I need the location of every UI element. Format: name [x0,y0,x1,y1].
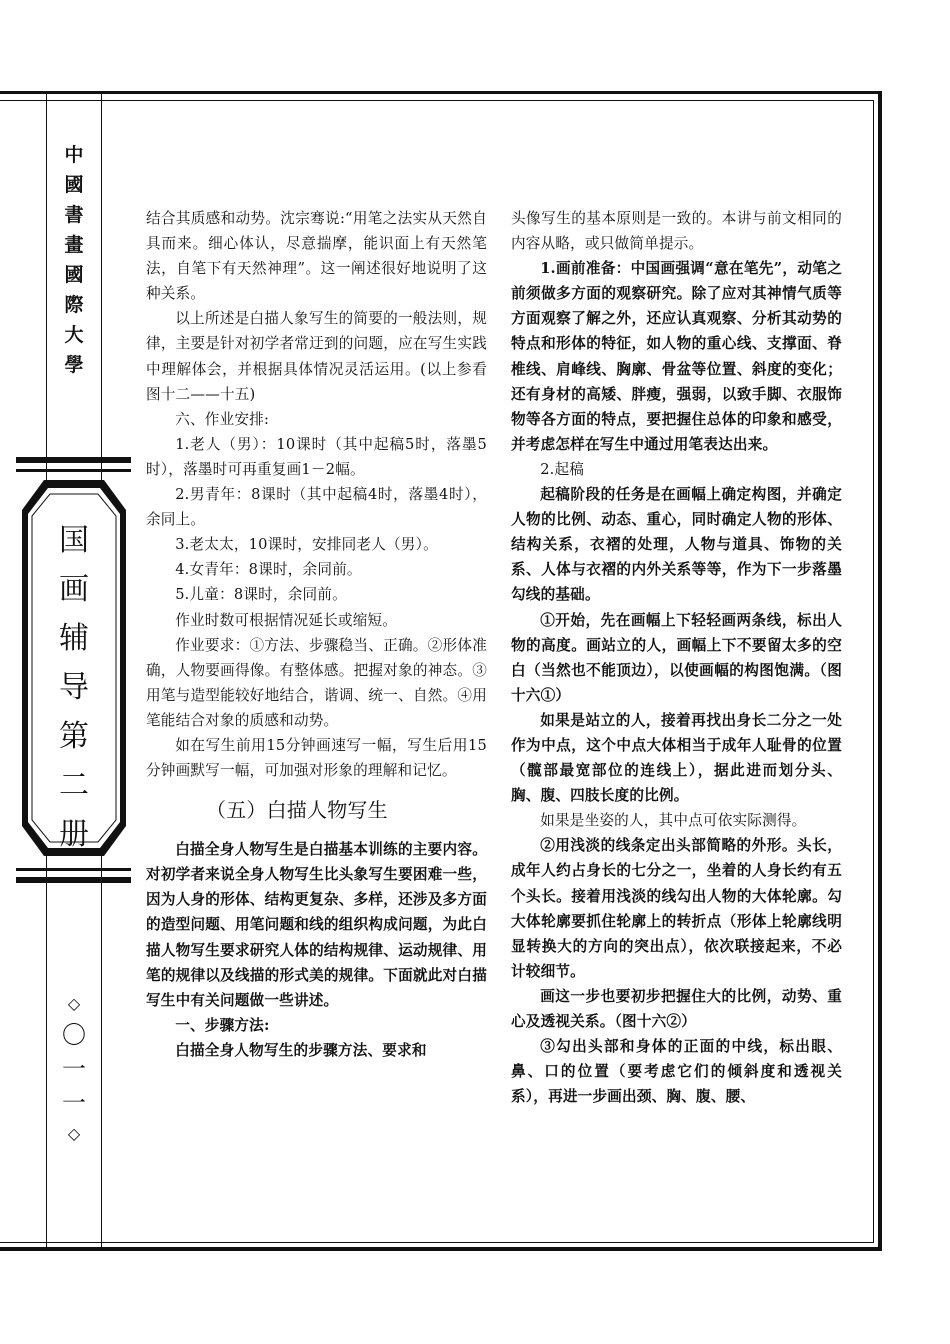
book-title-char: 画 [59,572,89,607]
page-number [52,990,96,1148]
paragraph: 2.男青年：8课时（其中起稿4时，落墨4时），余同上。 [146,486,487,529]
paragraph: 1.画前准备：中国画强调“意在笔先”，动笔之前须做多方面的观察研究。除了应对其神情气质等方面观察了解之外，还应认真观察、分析其动势的特点和形体的特征，如人物的重心线、支撑面、脊椎线、肩峰线、胸廓、骨盆等位置、斜度的变化；还有身材的高矮、胖瘦，强弱，以致手脚、衣服饰物等各方面的特点，要把握住总体的印象和感受，并考虑怎样在写生中通过用笔表达出来。 [511,260,842,453]
page-number-char: 一 [62,1089,86,1117]
text-column-right [511,206,842,1109]
uni-char: 際 [64,294,84,316]
paragraph: 起稿阶段的任务是在画幅上确定构图，并确定人物的比例、动态、重心，同时确定人物的形体、结构关系，衣褶的处理，人物与道具、饰物的关系、人体与衣褶的内外关系等等，作为下一步落墨勾线的基础。 [511,486,842,604]
text-column-left [146,206,487,1063]
paragraph: ③勾出头部和身体的正面的中线，标出眼、鼻、口的位置（要考虑它们的倾斜度和透视关系），再进一步画出颈、胸、腹、腰、 [511,1038,842,1106]
paragraph: 头像写生的基本原则是一致的。本讲与前文相同的内容从略，或只做简单提示。 [511,210,842,253]
paragraph: 如果是站立的人，接着再找出身长二分之一处作为中点，这个中点大体相当于成年人耻骨的位置（髋部最宽部位的连线上），据此进而划分头、胸、腹、四肢长度的比例。 [511,711,842,805]
book-title-char: 国 [59,523,89,558]
paragraph: 以上所述是白描人象写生的简要的一般法则，规律，主要是针对初学者常迂到的问题，应在写生实践中理解体会，并根据具体情况灵活运用。(以上参看图十二——十五) [146,310,487,403]
book-title-char: 导 [59,670,89,705]
uni-char: 大 [64,324,84,346]
paragraph: 如在写生前用15分钟画速写一幅，写生后用15分钟画默写一幅，可加强对形象的理解和记忆。 [146,736,487,780]
paragraph: 结合其质感和动势。沈宗骞说:“用笔之法实从天然自具而来。细心体认，尽意揣摩，能识面上有天然笔法，自笔下有天然神理”。这一阐述很好地说明了这种关系。 [146,210,487,303]
uni-char: 學 [64,354,84,376]
uni-char: 中 [64,144,84,166]
paragraph: 白描全身人物写生是白描基本训练的主要内容。对初学者来说全身人物写生比头象写生要困难一些，因为人身的形体、结构更复杂、多样，还涉及多方面的造型问题、用笔问题和线的组织构成问题，为此白描人物写生要求研究人体的结构规律、运动规律、用笔的规律以及线描的形式美的规律。下面就此对白描写生中有关问题做一些讲述。 [146,841,487,1009]
spine-band-top-1 [16,457,131,463]
paragraph: 如果是坐姿的人，其中点可依实际测得。 [540,812,807,830]
paragraph: 3.老太太，10课时，安排同老人（男）。 [175,536,438,554]
uni-char: 書 [64,204,84,226]
paragraph: 5.儿童：8课时，余同前。 [175,586,347,604]
paragraph: 六、作业安排: [175,410,270,428]
paragraph: 作业时数可根据情况延长或缩短。 [175,611,398,629]
paragraph: ②用浅淡的线条定出头部简略的外形。头长，成年人约占身长的七分之一，坐着的人身长约有五个头长。接着用浅淡的线勾出人物的大体轮廓。勾大体轮廓要抓住轮廓上的转折点（形体上轮廓线明显转换大的方向的突出点），依次联接起来，不必计较细节。 [511,837,842,980]
book-title-char: 辅 [59,621,89,656]
page-number-char: 〇 [62,1021,86,1049]
page-number-char: 一 [62,1055,86,1083]
spine-university-title [52,140,96,380]
paragraph: 作业要求：①方法、步骤稳当、正确。②形体准确，人物要画得像。有整体感。把握对象的神态。③用笔与造型能较好地结合，谐调、统一、自然。④用笔能结合对象的质感和动势。 [146,636,487,729]
paragraph: 4.女青年：8课时，余同前。 [175,561,362,579]
paragraph: 1.老人（男）：10课时（其中起稿5时，落墨5时），落墨时可再重复画1－2幅。 [146,435,487,478]
uni-char: 國 [64,174,84,196]
uni-char: 國 [64,264,84,286]
spine-band-bottom-2 [16,877,131,883]
spine-band-top-2 [16,469,131,472]
book-title-char: 二 [59,768,89,803]
diamond-icon: ◇ [67,994,81,1013]
spine-book-label [22,480,126,856]
uni-char: 畫 [64,234,84,256]
paragraph: 画这一步也要初步把握住大的比例，动势、重心及透视关系。（图十六②） [511,987,842,1030]
paragraph: 2.起稿 [540,460,585,478]
section-heading: （五）白描人物写生 [206,798,388,823]
diamond-icon: ◇ [67,1124,81,1143]
paragraph: ①开始，先在画幅上下轻轻画两条线，标出人物的高度。画站立的人，画幅上下不要留太多的空白（当然也不能顶边），以使画幅的构图饱满。（图十六①） [511,611,842,704]
book-title-char: 第 [59,719,89,754]
book-title-char: 册 [59,817,89,852]
spine-band-bottom-1 [16,868,131,871]
paragraph: 白描全身人物写生的步骤方法、要求和 [175,1041,427,1059]
paragraph: 一、步骤方法: [175,1016,270,1034]
